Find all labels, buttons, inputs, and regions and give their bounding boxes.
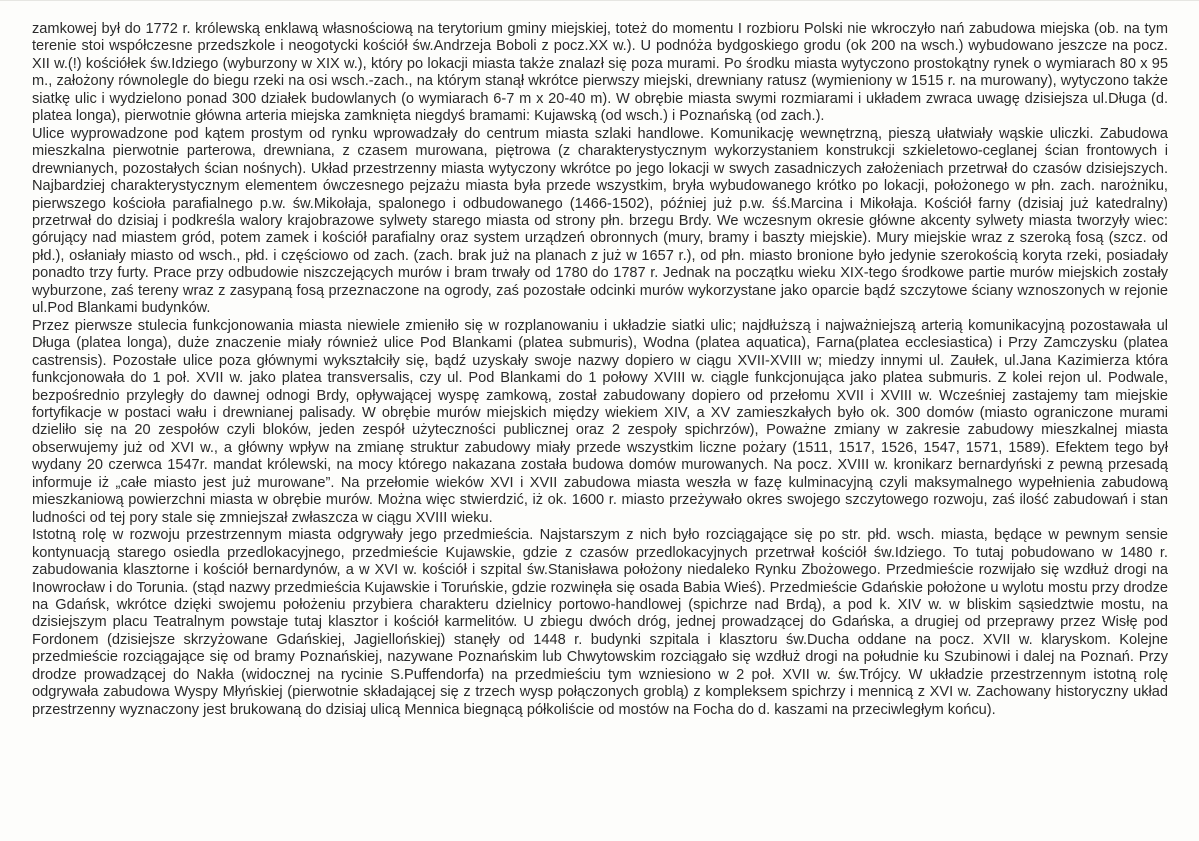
paragraph-castle-and-market: zamkowej był do 1772 r. królewską enklawą własnościową na terytorium gminy miejskiej, toteż do momentu I rozbioru Polski nie wkroczyło nań zabudowa miejska (ob. na tym terenie stoi współczesne przedszkole i neogotycki kościół św.Andrzeja Boboli z pocz.XX w.). U podnóża bydgoskiego grodu (ok 200 na wsch.) wybudowano jeszcze na pocz. XII w.(!) kościółek św.Idziego (wyburzony w XIX w.), który po lokacji miasta także znalazł się poza murami. Po środku miasta wytyczono prostokątny rynek o wymiarach 80 x 95 m., założony równolegle do biegu rzeki na osi wsch.-zach., na którym stanął wkrótce pierwszy miejski, drewniany ratusz (wymieniony w 1515 r. na murowany), wytyczono także siatkę ulic i wydzielono ponad 300 działek budowlanych (o wymiarach 6-7 m x 20-40 m). W obrębie miasta swymi rozmiarami i układem zwraca uwagę dzisiejsza ul.Długa (d. platea longa), pierwotnie główna arteria miejska zamknięta niegdyś bramami: Kujawską (od wsch.) i Poznańską (od zach.). (32, 21, 1168, 125)
document-body (32, 21, 1168, 719)
paragraph-street-layout-history: Przez pierwsze stulecia funkcjonowania miasta niewiele zmieniło się w rozplanowaniu i układzie siatki ulic; najdłuższą i najważniejszą arterią komunikacyjną pozostawała ul Długa (platea longa), duże znaczenie miały również ulice Pod Blankami (platea submuris), Wodna (platea aquatica), Farna(platea ecclesiastica) i Przy Zamczysku (platea castrensis). Pozostałe ulice poza głównymi wykształciły się, bądź uzyskały swoje nazwy dopiero w ciągu XVII-XVIII w; miedzy innymi ul. Zaułek, ul.Jana Kazimierza która funkcjonowała do 1 poł. XVII w. jako platea transversalis, czy ul. Pod Blankami do 1 połowy XVIII w. ciągle funkcjonująca jako platea submuris. Z kolei rejon ul. Podwale, bezpośrednio przyległy do dawnej odnogi Brdy, opływającej wyspę zamkową, został zabudowany dopiero od przełomu XVII i XVIII w. Wcześniej zastajemy tam miejskie fortyfikacje w postaci wału i drewnianej palisady. W obrębie murów miejskich między wiekiem XIV, a XV zamieszkałych było ok. 300 domów (miasto ograniczone murami dzieliło się na 20 zespołów czyli bloków, jeden zespół użyteczności publicznej oraz 2 zespoły spichrzów), Poważne zmiany w zakresie zabudowy mieszkalnej miasta obserwujemy już od XVI w., a główny wpływ na zmianę struktur zabudowy miały przede wszystkim liczne pożary (1511, 1517, 1526, 1547, 1571, 1589). Efektem tego był wydany 20 czerwca 1547r. mandat królewski, na mocy którego nakazana została budowa domów murowanych. Na pocz. XVIII w. kronikarz bernardyński z pewną przesadą informuje iż „całe miasto jest już murowane”. Na przełomie wieków XVI i XVII zabudowa miasta weszła w fazę kulminacyjną czyli maksymalnego wypełnienia zabudową mieszkaniową powierzchni miasta w obrębie murów. Można więc stwierdzić, iż ok. 1600 r. miasto przeżywało okres swojego szczytowego rozwoju, zaś ilość zabudowań i stan ludności od tej pory stale się zmniejszał zwłaszcza w ciągu XVIII wieku. (32, 317, 1168, 526)
paragraph-suburbs: Istotną rolę w rozwoju przestrzennym miasta odgrywały jego przedmieścia. Najstarszym z nich było rozciągające się po str. płd. wsch. miasta, będące w pewnym sensie kontynuacją starego osiedla przedlokacyjnego, przedmieście Kujawskie, gdzie z czasów przedlokacyjnych przetrwał kościół św.Idziego. To tutaj pobudowano w 1480 r. zabudowania klasztorne i kościół bernardynów, a w XVI w. kościół i szpital św.Stanisława położony niedaleko Rynku Zbożowego. Przedmieście rozwijało się wzdłuż drogi na Inowrocław i do Torunia. (stąd nazwy przedmieścia Kujawskie i Toruńskie, gdzie rozwinęła się osada Babia Wieś). Przedmieście Gdańskie położone u wylotu mostu przy drodze na Gdańsk, wkrótce dzięki swojemu położeniu przybiera charakteru dzielnicy portowo-handlowej (spichrze nad Brdą), a pod k. XIV w. w bliskim sąsiedztwie mostu, na dzisiejszym placu Teatralnym powstaje tutaj klasztor i kościół karmelitów. U zbiegu dwóch dróg, jednej prowadzącej do Gdańska, a drugiej od przeprawy przez Wisłę pod Fordonem (dzisiejsze skrzyżowane Gdańskiej, Jagiellońskiej) stanęły od 1448 r. budynki szpitala i klasztoru św.Ducha oddane na pocz. XVII w. klaryskom. Kolejne przedmieście rozciągające się od bramy Poznańskiej, nazywane Poznańskim lub Chwytowskim rozciągało się wzdłuż drogi na południe ku Szubinowi i dalej na Poznań. Przy drodze prowadzącej do Nakła (widocznej na rycinie S.Puffendorfa) na przedmieściu tym wzniesiono w 2 poł. XVII w. św.Trójcy. W układzie przestrzennym istotną rolę odgrywała zabudowa Wyspy Młyńskiej (pierwotnie składającej się z trzech wysp połączonych groblą) z kompleksem spichrzy i mennicą z XVI w. Zachowany historyczny układ przestrzenny wyznaczony jest brukowaną do dzisiaj ulicą Mennica biegnącą półkoliście od mostów na Focha do d. kaszami na przeciwległym końcu). (32, 527, 1168, 718)
paragraph-streets-and-walls: Ulice wyprowadzone pod kątem prostym od rynku wprowadzały do centrum miasta szlaki handlowe. Komunikację wewnętrzną, pieszą ułatwiały wąskie uliczki. Zabudowa mieszkalna pierwotnie parterowa, drewniana, z czasem murowana, piętrowa (z charakterystycznym wykorzystaniem konstrukcji szkieletowo-ceglanej ścian frontowych i drewnianych, pozostałych ścian nośnych). Układ przestrzenny miasta wytyczony wkrótce po jego lokacji w swych zasadniczych założeniach przetrwał do czasów dzisiejszych. Najbardziej charakterystycznym elementem ówczesnego pejzażu miasta była przede wszystkim, bryła wybudowanego krótko po lokacji, położonego w płn. zach. narożniku, pierwszego kościoła parafialnego p.w. św.Mikołaja, spalonego i odbudowanego (1466-1502), później już p.w. śś.Marcina i Mikołaja. Kościół farny (dzisiaj już katedralny) przetrwał do dzisiaj i podkreśla walory krajobrazowe sylwety starego miasta od strony płn. brzegu Brdy. We wczesnym okresie główne akcenty sylwety miasta tworzyły wiec: górujący nad miastem gród, potem zamek i kościół parafialny oraz system urządzeń obronnych (mury, bramy i baszty miejskie). Mury miejskie wraz z szeroką fosą (szcz. od płd.), osłaniały miasto od wsch., płd. i częściowo od zach. (zach. brak już na planach z już w 1657 r.), od płn. miasto bronione było jedynie szerokością koryta rzeki, posiadały ponadto trzy furty. Prace przy odbudowie niszczejących murów i bram trwały od 1780 do 1787 r. Jednak na początku wieku XIX-tego środkowe partie murów miejskich zostały wyburzone, zaś tereny wraz z zasypaną fosą przeznaczone na ogrody, zaś pozostałe odcinki murów wykorzystane jako oparcie bądź szczytowe ściany wznoszonych w rejonie ul.Pod Blankami budynków. (32, 125, 1168, 317)
